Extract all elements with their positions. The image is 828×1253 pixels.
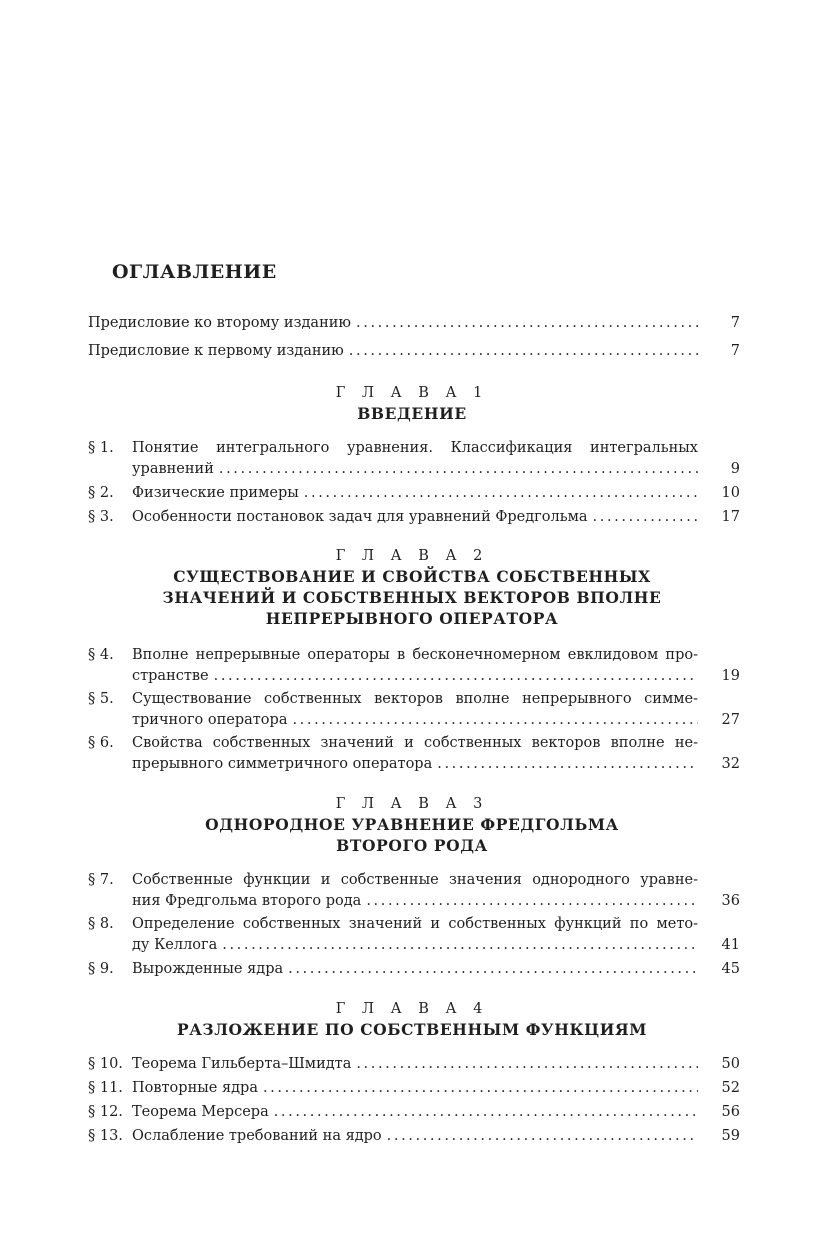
dot-leader xyxy=(437,754,698,775)
toc-entry-section-6[interactable] xyxy=(88,733,740,775)
entry-text-line: Существование собственных векторов вполне непрерывного симме- xyxy=(132,691,698,707)
section-number: § 9. xyxy=(88,961,114,977)
page-number: 36 xyxy=(721,893,740,909)
toc-entry-section-10[interactable] xyxy=(88,1054,740,1075)
chapter-heading-3 xyxy=(88,794,736,856)
entry-text: Теорема Гильберта–Шмидта xyxy=(132,1056,352,1072)
toc-entry-section-11[interactable] xyxy=(88,1078,740,1099)
page-number: 50 xyxy=(721,1056,740,1072)
chapter-label: Г Л А В А 1 xyxy=(335,385,489,401)
entry-text: Ослабление требований на ядро xyxy=(132,1128,382,1144)
entry-text: Повторные ядра xyxy=(132,1080,258,1096)
chapter-heading-1 xyxy=(88,383,736,424)
entry-text: Физические примеры xyxy=(132,485,299,501)
section-number: § 3. xyxy=(88,509,114,525)
entry-text: Теорема Мерсера xyxy=(132,1104,269,1120)
page-number: 56 xyxy=(721,1104,740,1120)
entry-text: Предисловие к первому изданию xyxy=(88,343,344,359)
dot-leader xyxy=(263,1078,698,1099)
chapter-label: Г Л А В А 4 xyxy=(335,1001,489,1017)
page-number: 27 xyxy=(721,712,740,728)
page-number: 10 xyxy=(721,485,740,501)
chapter-label: Г Л А В А 3 xyxy=(335,796,489,812)
section-number: § 8. xyxy=(88,916,114,932)
dot-leader xyxy=(356,313,698,334)
page-number: 17 xyxy=(721,509,740,525)
entry-text: ния Фредгольма второго рода xyxy=(132,893,362,909)
dot-leader xyxy=(356,1054,698,1075)
dot-leader xyxy=(366,891,698,912)
dot-leader xyxy=(593,507,698,528)
entry-text: Вырожденные ядра xyxy=(132,961,284,977)
dot-leader xyxy=(274,1102,698,1123)
page-number: 59 xyxy=(721,1128,740,1144)
page-number: 7 xyxy=(730,343,740,359)
dot-leader xyxy=(222,935,698,956)
entry-text-line: Вполне непрерывные операторы в бесконечномерном евклидовом про- xyxy=(132,647,698,663)
toc-entry-section-12[interactable] xyxy=(88,1102,740,1123)
page-number: 52 xyxy=(721,1080,740,1096)
toc-entry-section-8[interactable] xyxy=(88,914,740,956)
dot-leader xyxy=(214,666,698,687)
section-number: § 7. xyxy=(88,872,114,888)
toc-entry-section-4[interactable] xyxy=(88,645,740,687)
entry-text: Предисловие ко второму изданию xyxy=(88,315,352,331)
entry-text: Особенности постановок задач для уравнений Фредгольма xyxy=(132,509,588,525)
section-number: § 13. xyxy=(88,1128,123,1144)
toc-entry-section-9[interactable] xyxy=(88,959,740,980)
page-number: 45 xyxy=(721,961,740,977)
chapter-title: ОДНОРОДНОЕ УРАВНЕНИЕ ФРЕДГОЛЬМА xyxy=(205,815,619,834)
dot-leader xyxy=(349,341,698,362)
toc-entry-preface-first[interactable] xyxy=(88,341,740,362)
toc-entry-section-1[interactable] xyxy=(88,438,740,480)
dot-leader xyxy=(219,459,698,480)
entry-text-line: Свойства собственных значений и собственных векторов вполне не- xyxy=(132,735,698,751)
chapter-title: ВВЕДЕНИЕ xyxy=(357,404,467,423)
toc-entry-section-3[interactable] xyxy=(88,507,740,528)
entry-text: тричного оператора xyxy=(132,712,288,728)
section-number: § 10. xyxy=(88,1056,123,1072)
section-number: § 6. xyxy=(88,735,114,751)
page-number: 32 xyxy=(721,756,740,772)
entry-text: прерывного симметричного оператора xyxy=(132,756,433,772)
section-number: § 4. xyxy=(88,647,114,663)
entry-text: странстве xyxy=(132,668,209,684)
dot-leader xyxy=(387,1126,698,1147)
entry-text: ду Келлога xyxy=(132,937,218,953)
section-number: § 1. xyxy=(88,440,114,456)
dot-leader xyxy=(288,959,698,980)
dot-leader xyxy=(292,710,698,731)
section-number: § 11. xyxy=(88,1080,123,1096)
toc-entry-preface-second[interactable] xyxy=(88,313,740,334)
chapter-label: Г Л А В А 2 xyxy=(335,548,489,564)
chapter-title: ЗНАЧЕНИЙ И СОБСТВЕННЫХ ВЕКТОРОВ ВПОЛНЕ xyxy=(162,588,662,607)
chapter-heading-2 xyxy=(88,546,736,629)
toc-entry-section-13[interactable] xyxy=(88,1126,740,1147)
page-number: 41 xyxy=(721,937,740,953)
toc-entry-section-7[interactable] xyxy=(88,870,740,912)
entry-text: уравнений xyxy=(132,461,214,477)
chapter-title: РАЗЛОЖЕНИЕ ПО СОБСТВЕННЫМ ФУНКЦИЯМ xyxy=(176,1020,648,1039)
page-title: ОГЛАВЛЕНИЕ xyxy=(112,261,277,283)
entry-text-line: Собственные функции и собственные значения однородного уравне- xyxy=(132,872,698,888)
toc-entry-section-5[interactable] xyxy=(88,689,740,731)
entry-text-line: Определение собственных значений и собственных функций по мето- xyxy=(132,916,698,932)
chapter-title: НЕПРЕРЫВНОГО ОПЕРАТОРА xyxy=(265,609,559,628)
chapter-title: СУЩЕСТВОВАНИЕ И СВОЙСТВА СОБСТВЕННЫХ xyxy=(173,567,651,586)
chapter-heading-4 xyxy=(88,999,736,1040)
section-number: § 12. xyxy=(88,1104,123,1120)
section-number: § 2. xyxy=(88,485,114,501)
page-number: 19 xyxy=(721,668,740,684)
entry-text-line: Понятие интегрального уравнения. Классификация интегральных xyxy=(132,440,698,456)
page-number: 7 xyxy=(730,315,740,331)
chapter-title: ВТОРОГО РОДА xyxy=(336,836,488,855)
toc-entry-section-2[interactable] xyxy=(88,483,740,504)
dot-leader xyxy=(304,483,698,504)
page-number: 9 xyxy=(730,461,740,477)
section-number: § 5. xyxy=(88,691,114,707)
